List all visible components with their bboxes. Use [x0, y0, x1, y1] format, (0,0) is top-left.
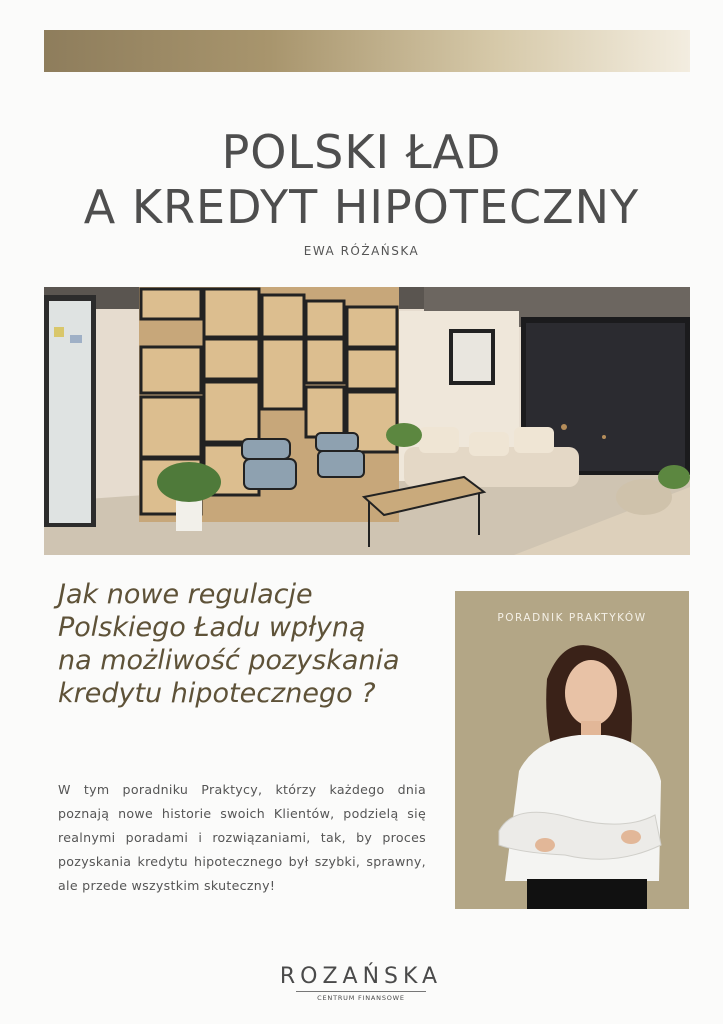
author-name: EWA RÓŻAŃSKA: [303, 244, 420, 258]
guide-card: [455, 591, 689, 909]
logo-tagline: CENTRUM FINANSOWE: [296, 991, 426, 1002]
woman-portrait: [455, 631, 689, 909]
subtitle-line: Polskiego Ładu wpłyną: [58, 612, 366, 643]
gold-header-bar: [44, 30, 690, 72]
office-illustration: [44, 287, 690, 555]
subtitle-question: [58, 578, 438, 710]
logo-wordmark: ROZAŃSKA: [279, 964, 443, 989]
title-line-1: POLSKI ŁAD: [221, 125, 502, 179]
subtitle-line: na możliwość pozyskania: [58, 645, 400, 676]
title-line-2: A KREDYT HIPOTECZNY: [83, 180, 640, 234]
card-label: PORADNIK PRAKTYKÓW: [497, 612, 647, 624]
subtitle-line: Jak nowe regulacje: [58, 579, 313, 610]
brand-logo: [261, 964, 461, 1002]
subtitle-line: kredytu hipotecznego ?: [58, 678, 376, 709]
intro-paragraph: W tym poradniku Praktycy, którzy każdego dnia poznają nowe historie swoich Klientów, podzielą się realnymi poradami i rozwiązaniami, tak, by proces pozyskania kredytu hipotecznego był szybki, sprawny, ale przede wszystkim skuteczny!: [58, 782, 426, 893]
office-interior-photo: [44, 287, 690, 555]
